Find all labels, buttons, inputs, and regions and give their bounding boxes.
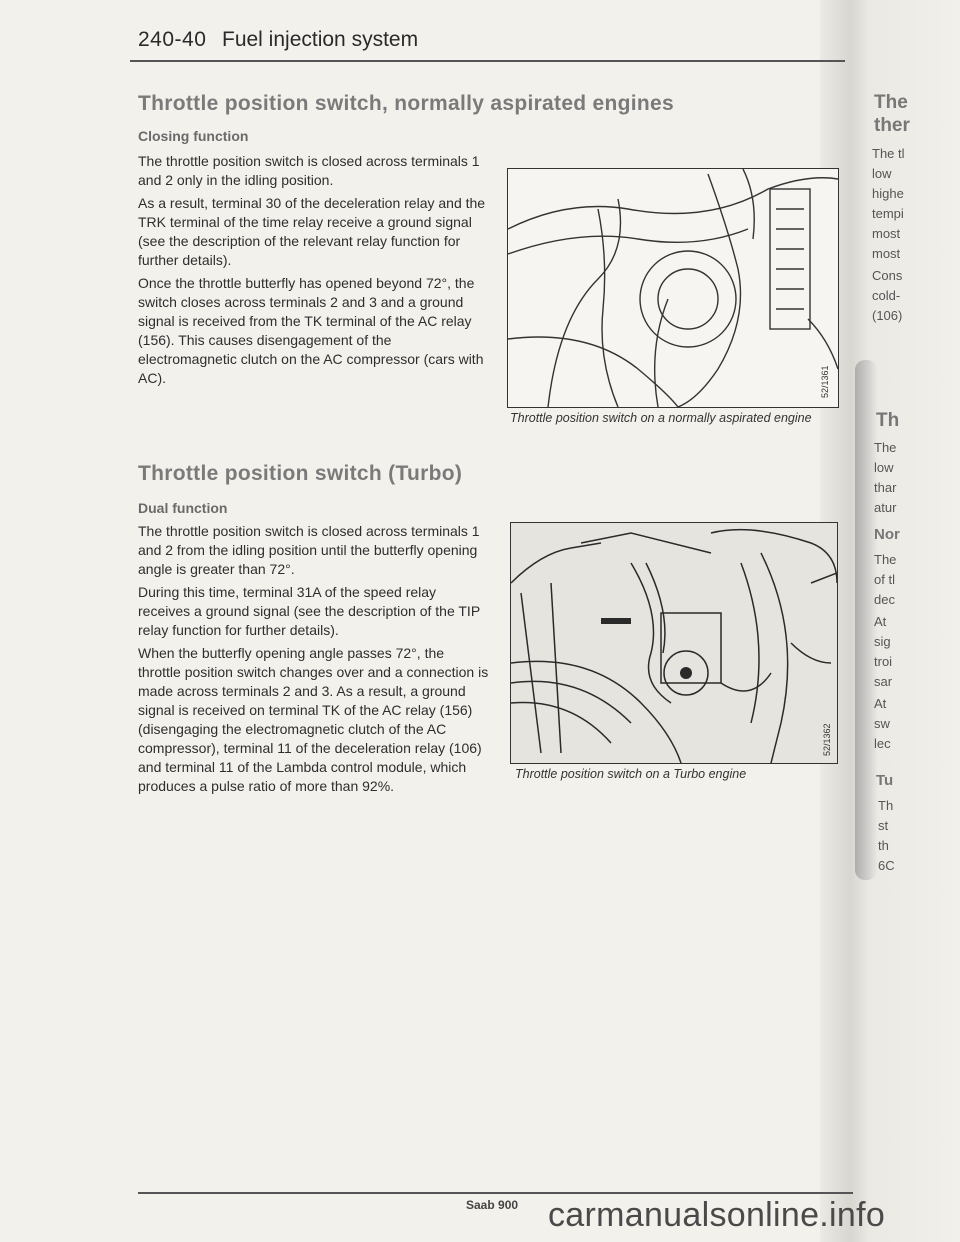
adjacent-page-fragment xyxy=(872,0,960,1242)
footer-rule xyxy=(138,1192,853,1194)
adjacent-line: dec xyxy=(874,592,895,607)
adjacent-line: troi xyxy=(874,654,893,669)
adjacent-line: lec xyxy=(874,736,891,751)
adjacent-line: 6C xyxy=(878,858,895,873)
figure1-caption: Throttle position switch on a normally aspirated engine xyxy=(510,411,812,425)
adjacent-line: (106) xyxy=(872,308,903,323)
section2-subtitle: Dual function xyxy=(138,500,228,516)
adjacent-line: Th xyxy=(878,798,894,813)
figure-turbo-photo xyxy=(510,522,838,764)
watermark: carmanualsonline.info xyxy=(548,1196,886,1234)
adjacent-line: low xyxy=(874,460,894,475)
adjacent-line: The xyxy=(874,440,897,455)
adjacent-line: atur xyxy=(874,500,897,515)
adjacent-line: cold- xyxy=(872,288,901,303)
adjacent-line: sig xyxy=(874,634,891,649)
header-rule xyxy=(130,60,845,62)
adjacent-line: Cons xyxy=(872,268,903,283)
section1-body xyxy=(138,152,490,392)
paragraph: As a result, terminal 30 of the deceleration relay and the TRK terminal of the time relay receive a ground signal (see the description of the relevant relay function for further details). xyxy=(138,195,486,268)
adjacent-line: At xyxy=(874,696,887,711)
adjacent-line: highe xyxy=(872,186,904,201)
adjacent-line: thar xyxy=(874,480,897,495)
adjacent-line: sw xyxy=(874,716,890,731)
paragraph: During this time, terminal 31A of the speed relay receives a ground signal (see the description of the TIP relay function for further details). xyxy=(138,584,480,638)
adjacent-heading: Nor xyxy=(874,526,900,543)
footer-text: Saab 900 xyxy=(466,1198,519,1212)
adjacent-line: most xyxy=(872,226,901,241)
section2-title: Throttle position switch (Turbo) xyxy=(138,462,463,485)
adjacent-line: of tl xyxy=(874,572,895,587)
section2-body xyxy=(138,522,490,800)
paragraph: When the butterfly opening angle passes 72°, the throttle position switch changes over and a connection is made across terminals 2 and 3. As a result, a ground signal is received on terminal TK of the AC relay (156) (disengaging the electromagnetic clutch of the AC compressor), terminal 11 of the deceleration relay (106) and terminal 11 of the Lambda control module, which produces a pulse ratio of more than 92%. xyxy=(138,645,489,794)
page-header-title: Fuel injection system xyxy=(222,28,419,51)
adjacent-heading: The xyxy=(874,92,908,113)
adjacent-heading: Th xyxy=(876,410,900,431)
adjacent-line: most xyxy=(872,246,901,261)
adjacent-line: st xyxy=(878,818,889,833)
adjacent-line: tempi xyxy=(872,206,904,221)
adjacent-heading: ther xyxy=(874,115,910,136)
section1-subtitle: Closing function xyxy=(138,128,249,144)
adjacent-line: The xyxy=(874,552,897,567)
adjacent-line: The tl xyxy=(872,146,905,161)
figure1-reference: 52/1361 xyxy=(820,365,830,398)
figure-normally-aspirated-photo xyxy=(507,168,839,408)
paragraph: Once the throttle butterfly has opened beyond 72°, the switch closes across terminals 2 and 3 and a ground signal is received from the TK terminal of the AC relay (156). This causes disengagement of the electromagnetic clutch on the AC compressor (cars with AC). xyxy=(138,275,484,386)
figure2-caption: Throttle position switch on a Turbo engine xyxy=(515,767,747,781)
adjacent-heading: Tu xyxy=(876,772,894,789)
section1-title: Throttle position switch, normally aspirated engines xyxy=(138,92,675,115)
paragraph: The throttle position switch is closed across terminals 1 and 2 only in the idling position. xyxy=(138,153,480,188)
page-number: 240-40 xyxy=(138,28,207,51)
adjacent-line: low xyxy=(872,166,892,181)
adjacent-line: sar xyxy=(874,674,893,689)
figure2-reference: 52/1362 xyxy=(822,723,832,756)
adjacent-line: At xyxy=(874,614,887,629)
adjacent-line: th xyxy=(878,838,889,853)
paragraph: The throttle position switch is closed across terminals 1 and 2 from the idling position until the butterfly opening angle is greater than 72°. xyxy=(138,523,480,577)
